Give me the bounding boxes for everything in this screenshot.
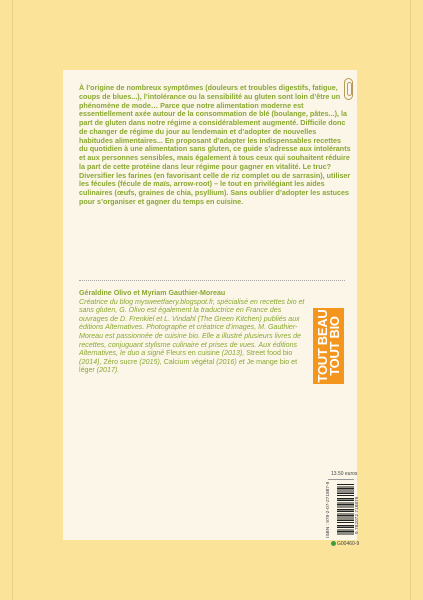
stamp-line-1: TOUT BEAU bbox=[314, 309, 330, 383]
collection-stamp-text bbox=[314, 309, 342, 383]
collection-stamp bbox=[313, 308, 344, 384]
book-title: Calcium végétal bbox=[163, 357, 215, 366]
authors-block bbox=[79, 289, 309, 375]
intro-text: À l’origine de nombreux symptômes (douleurs et troubles digestifs, fatigue, coups de blues...), l’intolérance ou la sensibilité au gluten sont loin d’être un phénomène de mode… Parce que notre alimentation moderne est essentiellement axée autour de la consommation de blé (boulange, pâtes...), la part de gluten dans notre régime a considérablement augmenté. Difficile donc de changer de régime du jour au lendemain et d’adopter de nouvelles habitudes alimentaires... En proposant d’adapter les indispensables recettes du quotidien à une alimentation sans gluten, ce guide s’adresse aux intolérants et aux personnes sensibles, mais également à tous ceux qui souhaitent réduire la part de cette protéine dans leur régime pour gagner en vitalité. Le truc? Diversifier les farines (en favorisant celle de riz complet ou de sarrasin), utiliser les fécules (fécule de maïs, arrow-root) – le tout en privilégiant les aides culinaires (œufs, graines de chia, psyllium). Sans oublier d’adopter les astuces pour s’organiser et gagner du temps en cuisine. bbox=[79, 83, 351, 206]
book-title: Street food bio bbox=[246, 349, 293, 358]
right-fold-line bbox=[410, 0, 411, 600]
author-bio-books-intro: Aux éditions Alternatives, le duo a signé bbox=[79, 340, 298, 358]
eco-leaf-icon bbox=[331, 541, 336, 546]
author-names: Géraldine Olivo et Myriam Gauthier-Moreau bbox=[79, 289, 226, 297]
book-title: Fleurs en cuisine bbox=[166, 349, 220, 358]
price-label: 13.50 euros bbox=[331, 471, 358, 477]
author-bio-and: et bbox=[238, 357, 247, 366]
product-code bbox=[331, 541, 359, 547]
isbn-label: ISBN : 978-2-07-271887-9 bbox=[326, 481, 331, 538]
book-title: Zéro sucre bbox=[103, 357, 138, 366]
book-year: (2013), bbox=[219, 349, 245, 358]
book-year: (2015), bbox=[137, 357, 164, 366]
barcode-number: 9 782072 718879 bbox=[355, 496, 360, 534]
product-code-text: G00460-9 bbox=[337, 541, 360, 547]
author-bio-olivo: Créatrice du blog mysweetfaery.blogspot.fr, spécialisé en recettes bio et sans gluten, G. Olivo est également la traductrice en France des ouvrages de D. Frenkiel et L. Vindahl (The Green Kitchen) publiés aux éditions Alternatives. bbox=[79, 297, 305, 332]
dotted-divider bbox=[79, 280, 345, 281]
book-year: (2016) bbox=[214, 357, 237, 366]
author-bio-gauthier: Photographe et créatrice d’images, M. Gauthier-Moreau est passionnée de cuisine bio. Elle a illustré plusieurs livres de recettes, conjuguant stylisme culinaire et prises de vues. bbox=[79, 323, 301, 349]
stamp-line-2: TOUT BIO bbox=[326, 316, 342, 376]
book-year: (2014), bbox=[79, 357, 104, 366]
left-fold-line bbox=[12, 0, 13, 600]
price-underline bbox=[328, 479, 354, 480]
barcode-icon bbox=[337, 484, 354, 535]
book-year: (2017). bbox=[94, 366, 120, 375]
book-title: Je mange bio et léger bbox=[79, 357, 298, 375]
